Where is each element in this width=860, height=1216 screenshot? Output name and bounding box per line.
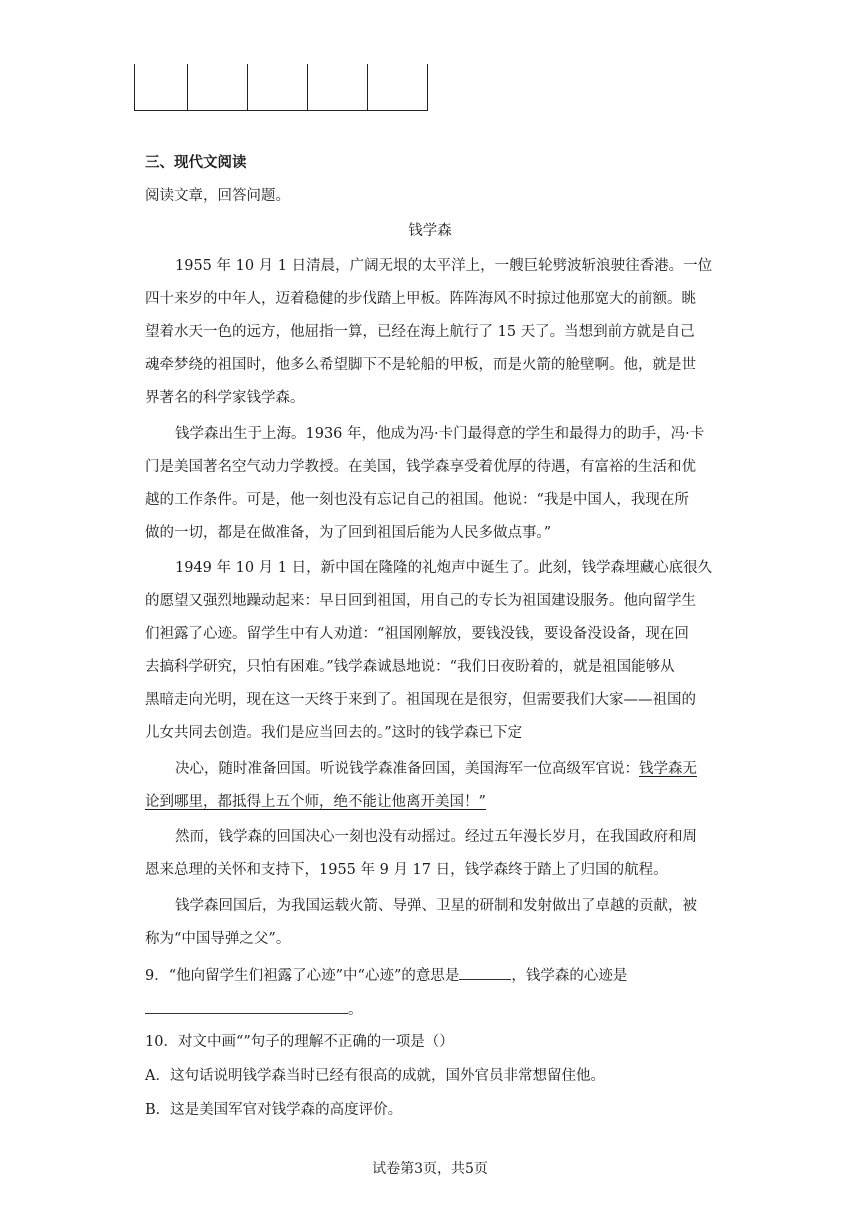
article-line: 望着水天一色的远方，他屈指一算，已经在海上航行了 15 天了。当想到前方就是自己 bbox=[145, 324, 695, 340]
question-9-text: 9．“他向留学生们袒露了心迹”中“心迹”的意思是 bbox=[145, 968, 460, 984]
article-line: 做的一切，都是在做准备，为了回到祖国后能为人民多做点事。” bbox=[145, 525, 552, 541]
grid-cell bbox=[188, 64, 248, 110]
article-line: 去搞科学研究，只怕有困难。”钱学森诚恳地说：“我们日夜盼着的，就是祖国能够从 bbox=[145, 659, 675, 675]
article-text: 决心，随时准备回国。听说钱学森准备回国，美国海军一位高级军官说： bbox=[175, 761, 639, 777]
underlined-sentence-cont: 论到哪里，都抵得上五个师，绝不能让他离开美国！” bbox=[145, 794, 486, 810]
question-9-line2 bbox=[145, 998, 363, 1020]
underlined-sentence: 钱学森无 bbox=[639, 761, 697, 777]
question-9-text-2: ，钱学森的心迹是 bbox=[511, 968, 628, 984]
option-a[interactable]: A．这句话说明钱学森当时已经有很高的成就，国外官员非常想留住他。 bbox=[145, 1068, 605, 1084]
article-line: 1949 年 10 月 1 日，新中国在隆隆的礼炮声中诞生了。此刻，钱学森埋藏心底很久 bbox=[175, 560, 713, 576]
question-9 bbox=[145, 964, 627, 986]
answer-blank[interactable] bbox=[145, 998, 348, 1014]
grid-cell bbox=[135, 64, 188, 110]
answer-grid bbox=[134, 64, 428, 111]
article-line: 黑暗走向光明，现在这一天终于来到了。祖国现在是很穷，但需要我们大家——祖国的 bbox=[145, 692, 696, 708]
article-line: 越的工作条件。可是，他一刻也没有忘记自己的祖国。他说：“我是中国人，我现在所 bbox=[145, 492, 689, 508]
grid-cell bbox=[368, 64, 428, 110]
question-10: 10．对文中画“”句子的理解不正确的一项是（） bbox=[145, 1034, 454, 1050]
article-line: 恩来总理的关怀和支持下，1955 年 9 月 17 日，钱学森终于踏上了归国的航程。 bbox=[145, 862, 668, 878]
article-line: 儿女共同去创造。我们是应当回去的。”这时的钱学森已下定 bbox=[145, 725, 523, 741]
page-footer: 试卷第3页，共5页 bbox=[372, 1161, 488, 1177]
article-line: 界著名的科学家钱学森。 bbox=[145, 390, 305, 406]
article-line: 们袒露了心迹。留学生中有人劝道：“祖国刚解放，要钱没钱，要设备没设备，现在回 bbox=[145, 626, 689, 642]
article-line: 钱学森出生于上海。1936 年，他成为冯·卡门最得意的学生和最得力的助手，冯·卡 bbox=[175, 426, 705, 442]
article-line: 称为“中国导弹之父”。 bbox=[145, 931, 291, 947]
article-line bbox=[175, 759, 697, 779]
option-b[interactable]: B．这是美国军官对钱学森的高度评价。 bbox=[145, 1102, 403, 1118]
grid-cell bbox=[308, 64, 368, 110]
article-line: 魂牵梦绕的祖国时，他多么希望脚下不是轮船的甲板，而是火箭的舱壁啊。他，就是世 bbox=[145, 357, 696, 373]
grid-cell bbox=[248, 64, 308, 110]
article-line: 然而，钱学森的回国决心一刻也没有动摇过。经过五年漫长岁月，在我国政府和周 bbox=[175, 829, 697, 845]
article-line: 四十来岁的中年人，迈着稳健的步伐踏上甲板。阵阵海风不时掠过他那宽大的前额。眺 bbox=[145, 291, 696, 307]
article-line: 门是美国著名空气动力学教授。在美国，钱学森享受着优厚的待遇，有富裕的生活和优 bbox=[145, 459, 696, 475]
instruction: 阅读文章，回答问题。 bbox=[145, 188, 290, 204]
article-line: 的愿望又强烈地躁动起来：早日回到祖国，用自己的专长为祖国建设服务。他向留学生 bbox=[145, 593, 696, 609]
answer-blank[interactable] bbox=[459, 964, 511, 980]
article-line: 1955 年 10 月 1 日清晨，广阔无垠的太平洋上，一艘巨轮劈波斩浪驶往香港。一位 bbox=[175, 258, 713, 274]
section-heading: 三、现代文阅读 bbox=[145, 155, 247, 171]
question-9-end: 。 bbox=[348, 1002, 363, 1018]
article-title: 钱学森 bbox=[408, 223, 452, 239]
article-line: 钱学森回国后，为我国运载火箭、导弹、卫星的研制和发射做出了卓越的贡献，被 bbox=[175, 898, 697, 914]
